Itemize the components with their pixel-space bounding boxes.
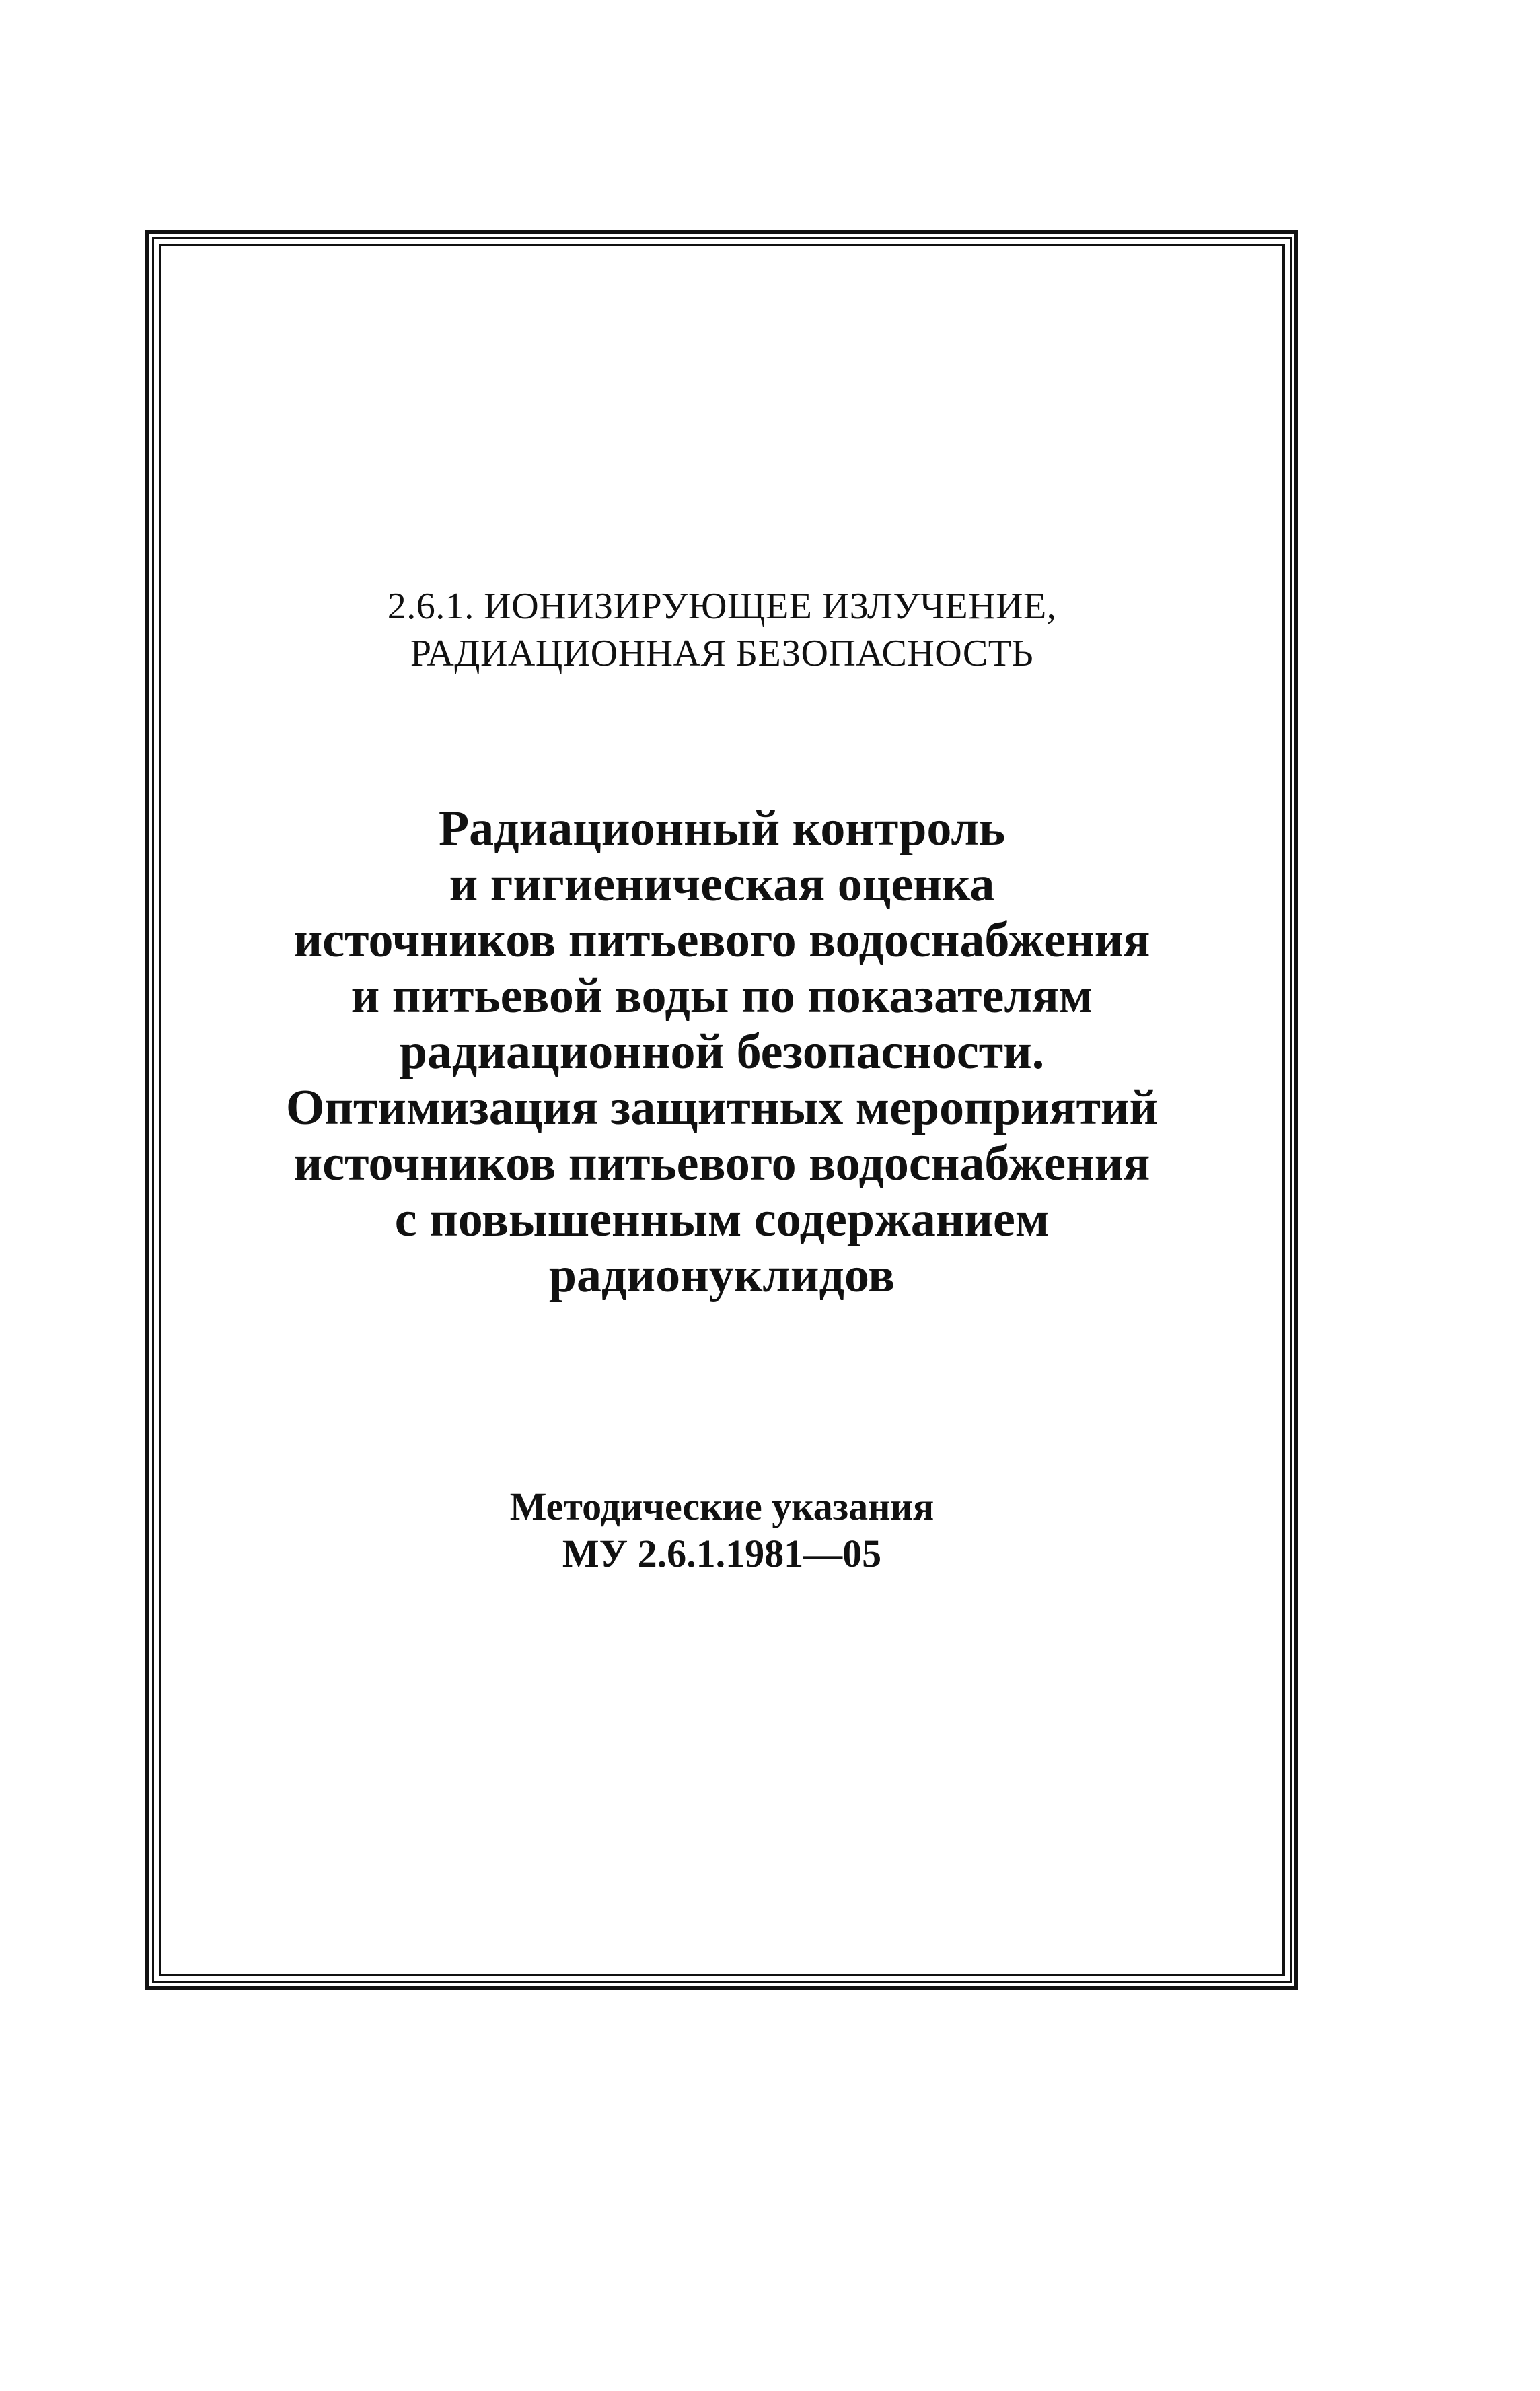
title-line: Оптимизация защитных мероприятий [285, 1080, 1159, 1135]
title-line: и гигиеническая оценка [449, 857, 995, 912]
title-line: с повышенным содержанием [394, 1192, 1050, 1247]
section-heading-line-2: РАДИАЦИОННАЯ БЕЗОПАСНОСТЬ [410, 633, 1034, 674]
section-heading-line-1: 2.6.1. ИОНИЗИРУЮЩЕЕ ИЗЛУЧЕНИЕ, [387, 585, 1057, 627]
title-line: и питьевой воды по показателям [351, 968, 1093, 1024]
title-line: радиационной безопасности. [399, 1024, 1045, 1079]
document-title [159, 801, 1285, 1304]
title-line: радионуклидов [548, 1248, 895, 1303]
document-code: МУ 2.6.1.1981—05 [562, 1532, 882, 1575]
title-line: источников питьевого водоснабжения [293, 913, 1150, 968]
title-line: источников питьевого водоснабжения [293, 1136, 1150, 1191]
section-heading [159, 583, 1285, 677]
document-designation [159, 1483, 1285, 1577]
title-line: Радиационный контроль [438, 801, 1006, 856]
document-type-label: Методические указания [509, 1485, 934, 1528]
